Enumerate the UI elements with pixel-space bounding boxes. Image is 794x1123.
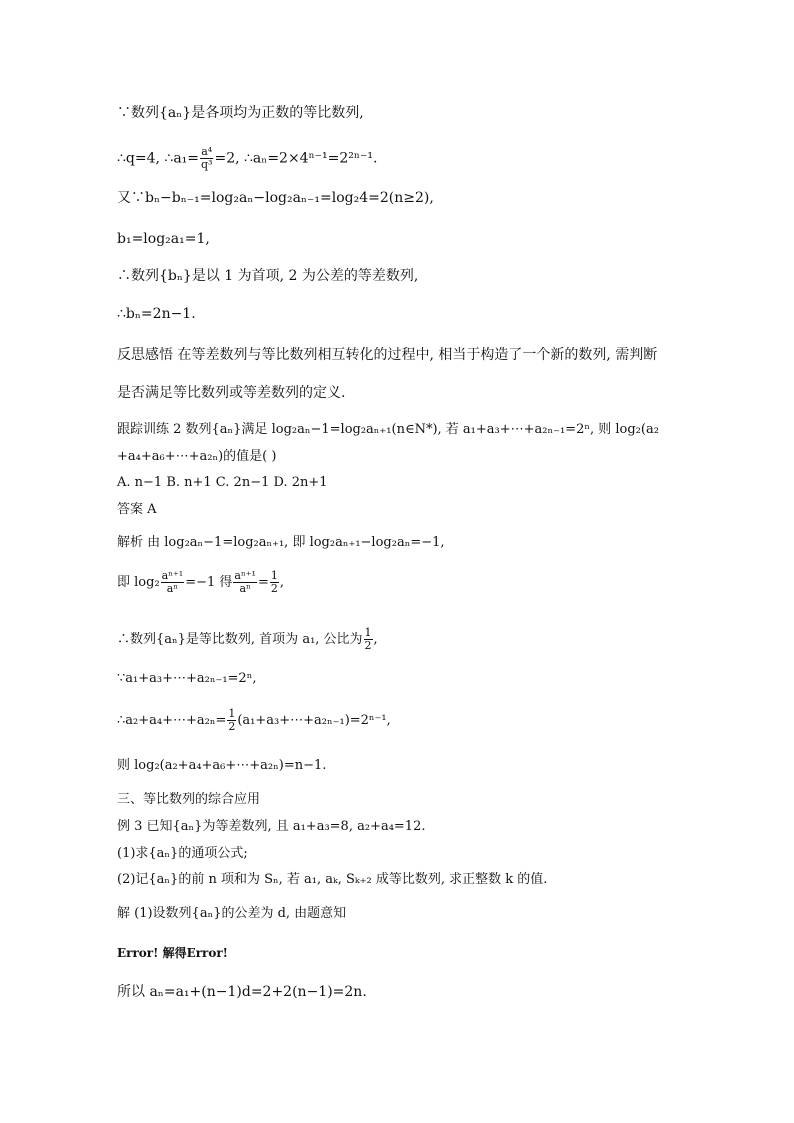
- fraction: [161, 570, 185, 595]
- denominator: q³: [201, 158, 213, 171]
- text-segment: (a₁+a₃+⋯+a₂ₙ₋₁)=2ⁿ⁻¹,: [237, 713, 391, 728]
- text-line: (1)求{aₙ}的通项公式;: [117, 846, 248, 861]
- text-segment: =: [257, 575, 269, 590]
- text-segment: ∴数列{aₙ}是等比数列, 首项为 a₁, 公比为: [117, 632, 363, 647]
- solution-line: 解 (1)设数列{aₙ}的公差为 d, 由题意知: [117, 906, 347, 921]
- text-segment: ,: [279, 575, 284, 590]
- example-line: 例 3 已知{aₙ}为等差数列, 且 a₁+a₃=8, a₂+a₄=12.: [117, 819, 426, 834]
- exercise-line: 跟踪训练 2 数列{aₙ}满足 log₂aₙ−1=log₂aₙ₊₁(n∈N*), 若 a₁+a₃+⋯+a₂ₙ₋₁=2ⁿ, 则 log₂(a₂: [117, 422, 659, 437]
- fraction: [364, 627, 373, 652]
- denominator: 2: [228, 720, 236, 733]
- text-line: (2)记{aₙ}的前 n 项和为 Sₙ, 若 a₁, aₖ, Sₖ₊₂ 成等比数列, 求正整数 k 的值.: [117, 872, 548, 887]
- numerator: aⁿ⁺¹: [161, 569, 184, 582]
- fraction: [200, 146, 213, 171]
- numerator: 1: [364, 626, 372, 639]
- text-segment: ∴q=4, ∴a₁=: [117, 150, 200, 167]
- numerator: a⁴: [201, 145, 213, 158]
- denominator: aⁿ: [166, 582, 179, 595]
- text-line: ∵数列{aₙ}是各项均为正数的等比数列,: [117, 105, 364, 121]
- text-segment: =−1 得: [185, 575, 233, 590]
- error-line: Error! 解得Error!: [117, 946, 228, 960]
- fraction: [227, 708, 236, 733]
- fraction: [233, 570, 257, 595]
- text-segment: =2, ∴aₙ=2×4ⁿ⁻¹=2²ⁿ⁻¹.: [214, 150, 378, 167]
- text-line: ∵a₁+a₃+⋯+a₂ₙ₋₁=2ⁿ,: [117, 671, 257, 686]
- fraction: [270, 570, 279, 595]
- analysis-line: 解析 由 log₂aₙ−1=log₂aₙ₊₁, 即 log₂aₙ₊₁−log₂aₙ=−1,: [117, 535, 445, 550]
- section-heading: 三、等比数列的综合应用: [117, 792, 261, 807]
- text-segment: ,: [373, 632, 378, 647]
- numerator: 1: [228, 707, 236, 720]
- text-line: 是否满足等比数列或等差数列的定义.: [117, 385, 346, 401]
- answer-line: 答案 A: [117, 502, 157, 517]
- formula-line: [117, 570, 284, 595]
- numerator: 1: [270, 569, 278, 582]
- text-line: b₁=log₂a₁=1,: [117, 231, 210, 247]
- text-line: ∴数列{bₙ}是以 1 为首项, 2 为公差的等差数列,: [117, 268, 419, 284]
- text-line: ∴bₙ=2n−1.: [117, 306, 196, 322]
- formula-line: [117, 708, 391, 733]
- formula-line: [117, 146, 377, 171]
- options-line: A. n−1 B. n+1 C. 2n−1 D. 2n+1: [117, 475, 328, 490]
- denominator: 2: [270, 582, 278, 595]
- text-segment: 即 log₂: [117, 575, 160, 590]
- text-line: 则 log₂(a₂+a₄+a₆+⋯+a₂ₙ)=n−1.: [117, 758, 327, 773]
- text-segment: ∴a₂+a₄+⋯+a₂ₙ=: [117, 713, 227, 728]
- denominator: aⁿ: [239, 582, 251, 595]
- text-line: 所以 aₙ=a₁+(n−1)d=2+2(n−1)=2n.: [117, 984, 367, 1000]
- numerator: aⁿ⁺¹: [234, 569, 256, 582]
- text-line: +a₄+a₆+⋯+a₂ₙ)的值是( ): [117, 449, 277, 464]
- denominator: 2: [364, 639, 372, 652]
- text-line: 又∵bₙ−bₙ₋₁=log₂aₙ−log₂aₙ₋₁=log₂4=2(n≥2),: [117, 190, 434, 206]
- formula-line: [117, 627, 378, 652]
- reflection-line: 反思感悟 在等差数列与等比数列相互转化的过程中, 相当于构造了一个新的数列, 需判断: [117, 347, 658, 363]
